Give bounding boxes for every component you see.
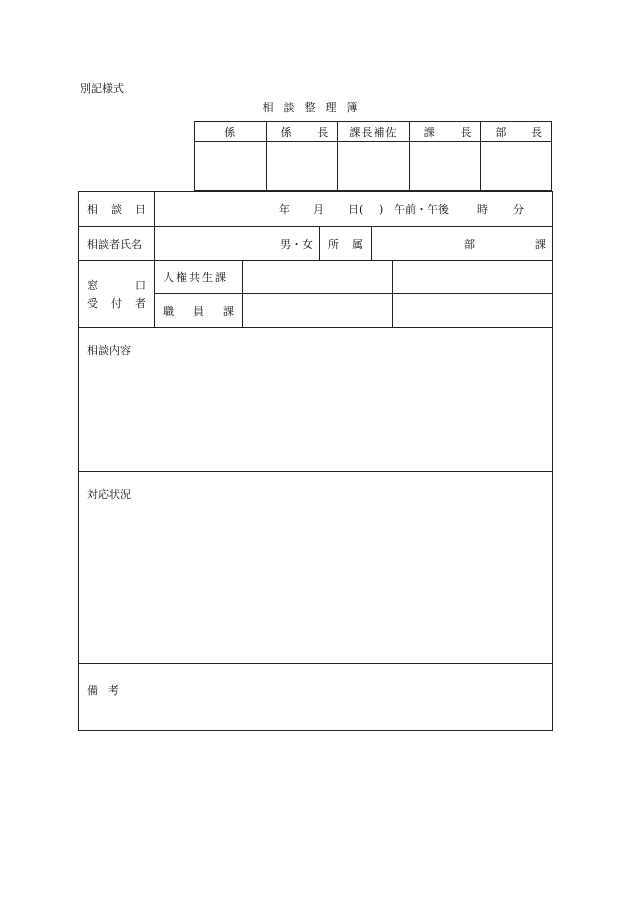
approval-col-kachohosa — [338, 122, 410, 190]
date-month-label: 月 — [313, 203, 324, 216]
affiliation-field[interactable] — [372, 227, 552, 260]
label-char: 課 — [223, 304, 234, 318]
label-char: 談 — [111, 203, 122, 216]
response-status-label: 対応状況 — [87, 488, 131, 501]
date-day-label: 日( — [348, 203, 364, 216]
label-char: 日 — [135, 203, 146, 216]
reception-grid — [155, 261, 552, 327]
approval-header-kakari: 係 — [195, 122, 266, 142]
approval-col-kacho — [410, 122, 482, 190]
approval-table — [194, 121, 552, 191]
affiliation-label — [320, 227, 372, 260]
label-char: 相 — [87, 203, 98, 216]
form-style-note: 別記様式 — [80, 82, 124, 95]
row-consultant-name — [79, 227, 552, 261]
approval-header-kacho — [410, 122, 481, 142]
reception-section1-extra[interactable] — [393, 261, 552, 293]
label-char: 受 — [87, 297, 98, 310]
kacho-char1: 課 — [423, 125, 436, 139]
label-char: 付 — [111, 297, 122, 310]
reception-label-line1 — [79, 277, 154, 293]
reception-section1-name[interactable] — [243, 261, 393, 293]
reception-section2-name[interactable] — [243, 294, 393, 327]
consultation-form — [78, 191, 553, 731]
row-consult-content[interactable] — [79, 328, 552, 472]
reception-section2-label — [155, 294, 243, 327]
row-remarks[interactable] — [79, 664, 552, 730]
approval-stamp-kacho[interactable] — [410, 142, 481, 190]
reception-label-line2 — [79, 293, 154, 311]
reception-section1-label: 人権共生課 — [155, 261, 243, 293]
label-char: 所 — [328, 237, 339, 251]
gender-label: 男・女 — [280, 237, 313, 251]
bucho-char2: 長 — [530, 125, 543, 139]
approval-col-kakaricho — [267, 122, 339, 190]
bucho-char1: 部 — [495, 125, 508, 139]
reception-section2-extra[interactable] — [393, 294, 552, 327]
approval-header-bucho — [481, 122, 551, 142]
approval-header-kakaricho — [267, 122, 338, 142]
date-minute-label: 分 — [513, 203, 524, 216]
kakaricho-char1: 係 — [280, 125, 293, 139]
kacho-char2: 長 — [460, 125, 473, 139]
date-ampm-label: 午前・午後 — [394, 203, 449, 216]
date-day-close: ) — [379, 202, 384, 216]
approval-col-kakari — [195, 122, 267, 190]
consult-date-label — [79, 192, 155, 226]
reception-row-1 — [155, 261, 552, 294]
approval-stamp-kachohosa[interactable] — [338, 142, 409, 190]
consult-date-field[interactable] — [155, 192, 552, 226]
row-consult-date — [79, 192, 552, 227]
row-reception — [79, 261, 552, 328]
row-response-status[interactable] — [79, 472, 552, 664]
reception-label — [79, 261, 155, 327]
consult-content-label: 相談内容 — [87, 344, 131, 357]
label-char: 職 — [163, 304, 174, 318]
approval-stamp-bucho[interactable] — [481, 142, 551, 190]
label-char: 口 — [135, 279, 146, 292]
label-char: 属 — [352, 237, 363, 251]
approval-col-bucho — [481, 122, 551, 190]
date-hour-label: 時 — [477, 203, 488, 216]
dept-label: 部 — [464, 237, 475, 251]
label-char: 員 — [193, 304, 204, 318]
label-char: 窓 — [87, 279, 98, 292]
approval-stamp-kakari[interactable] — [195, 142, 266, 190]
form-title: 相談整理簿 — [262, 101, 368, 114]
remarks-label: 備考 — [87, 684, 129, 697]
approval-header-kachohosa: 課長補佐 — [338, 122, 409, 142]
reception-row-2 — [155, 294, 552, 327]
section-label: 課 — [535, 237, 546, 251]
label-char: 者 — [135, 297, 146, 310]
date-year-label: 年 — [279, 203, 290, 216]
consultant-name-field[interactable] — [155, 227, 320, 260]
consultant-name-label: 相談者氏名 — [79, 227, 155, 260]
kakaricho-char2: 長 — [317, 125, 330, 139]
approval-stamp-kakaricho[interactable] — [267, 142, 338, 190]
